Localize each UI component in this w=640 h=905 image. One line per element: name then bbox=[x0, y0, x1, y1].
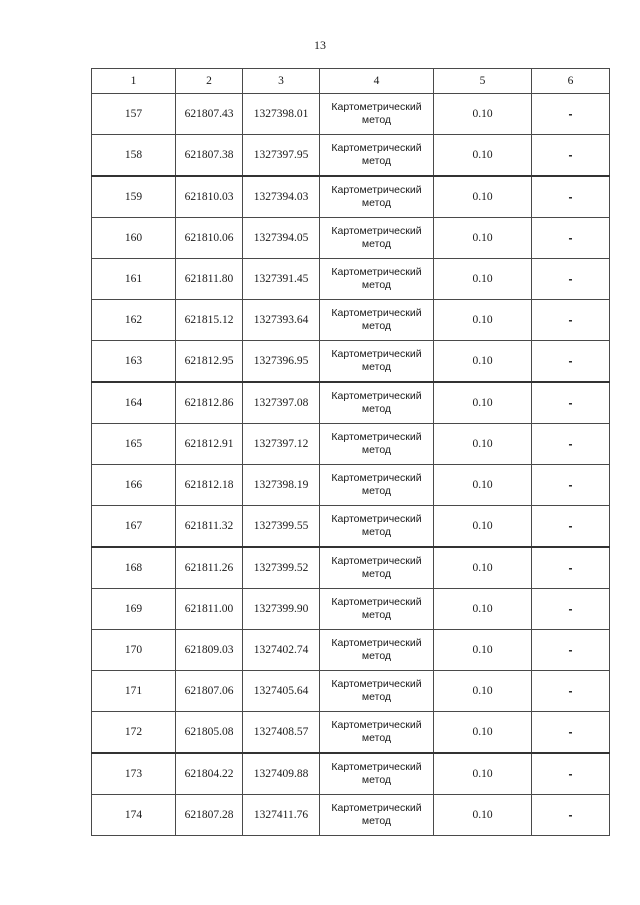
column-header: 6 bbox=[532, 69, 610, 94]
method-text-line: метод bbox=[361, 732, 392, 744]
method-cell bbox=[320, 589, 434, 630]
note-cell: - bbox=[532, 506, 610, 548]
table-row bbox=[92, 424, 610, 465]
method-text-line: метод bbox=[361, 774, 392, 786]
y-coordinate-cell: 1327397.12 bbox=[243, 424, 320, 465]
method-text-line: Картометрический bbox=[331, 719, 422, 731]
method-cell bbox=[320, 382, 434, 424]
method-cell bbox=[320, 176, 434, 218]
method-text-line: Картометрический bbox=[331, 184, 422, 196]
method-text-line: метод bbox=[361, 485, 392, 497]
note-cell: - bbox=[532, 218, 610, 259]
point-number-cell: 173 bbox=[92, 753, 176, 795]
x-coordinate-cell: 621807.06 bbox=[176, 671, 243, 712]
accuracy-cell: 0.10 bbox=[434, 671, 532, 712]
method-text-line: Картометрический bbox=[331, 637, 422, 649]
method-text-line: Картометрический bbox=[331, 761, 422, 773]
method-text-line: метод bbox=[361, 691, 392, 703]
table-row bbox=[92, 94, 610, 135]
table-row bbox=[92, 506, 610, 548]
method-text-line: метод bbox=[361, 197, 392, 209]
note-cell: - bbox=[532, 465, 610, 506]
table-row bbox=[92, 259, 610, 300]
y-coordinate-cell: 1327394.03 bbox=[243, 176, 320, 218]
y-coordinate-cell: 1327399.52 bbox=[243, 547, 320, 589]
method-text-line: Картометрический bbox=[331, 555, 422, 567]
note-cell: - bbox=[532, 424, 610, 465]
method-text-line: метод bbox=[361, 568, 392, 580]
method-text-line: метод bbox=[361, 815, 392, 827]
x-coordinate-cell: 621811.00 bbox=[176, 589, 243, 630]
point-number-cell: 157 bbox=[92, 94, 176, 135]
accuracy-cell: 0.10 bbox=[434, 753, 532, 795]
method-cell bbox=[320, 795, 434, 836]
method-text-line: метод bbox=[361, 444, 392, 456]
column-header: 2 bbox=[176, 69, 243, 94]
y-coordinate-cell: 1327393.64 bbox=[243, 300, 320, 341]
x-coordinate-cell: 621811.26 bbox=[176, 547, 243, 589]
note-cell: - bbox=[532, 176, 610, 218]
accuracy-cell: 0.10 bbox=[434, 506, 532, 548]
x-coordinate-cell: 621804.22 bbox=[176, 753, 243, 795]
coordinates-table bbox=[91, 68, 610, 836]
accuracy-cell: 0.10 bbox=[434, 259, 532, 300]
method-text-line: Картометрический bbox=[331, 266, 422, 278]
x-coordinate-cell: 621807.43 bbox=[176, 94, 243, 135]
note-cell: - bbox=[532, 547, 610, 589]
y-coordinate-cell: 1327397.08 bbox=[243, 382, 320, 424]
table-row bbox=[92, 176, 610, 218]
method-text-line: Картометрический bbox=[331, 513, 422, 525]
y-coordinate-cell: 1327398.01 bbox=[243, 94, 320, 135]
note-cell: - bbox=[532, 630, 610, 671]
table-row bbox=[92, 135, 610, 177]
method-text-line: метод bbox=[361, 609, 392, 621]
note-cell: - bbox=[532, 671, 610, 712]
x-coordinate-cell: 621810.03 bbox=[176, 176, 243, 218]
method-text-line: Картометрический bbox=[331, 596, 422, 608]
point-number-cell: 172 bbox=[92, 712, 176, 754]
accuracy-cell: 0.10 bbox=[434, 547, 532, 589]
method-cell bbox=[320, 424, 434, 465]
x-coordinate-cell: 621809.03 bbox=[176, 630, 243, 671]
y-coordinate-cell: 1327399.55 bbox=[243, 506, 320, 548]
method-cell bbox=[320, 753, 434, 795]
method-text-line: Картометрический bbox=[331, 101, 422, 113]
point-number-cell: 169 bbox=[92, 589, 176, 630]
x-coordinate-cell: 621812.86 bbox=[176, 382, 243, 424]
y-coordinate-cell: 1327409.88 bbox=[243, 753, 320, 795]
accuracy-cell: 0.10 bbox=[434, 218, 532, 259]
accuracy-cell: 0.10 bbox=[434, 589, 532, 630]
point-number-cell: 167 bbox=[92, 506, 176, 548]
y-coordinate-cell: 1327399.90 bbox=[243, 589, 320, 630]
accuracy-cell: 0.10 bbox=[434, 341, 532, 383]
y-coordinate-cell: 1327394.05 bbox=[243, 218, 320, 259]
header-row bbox=[92, 69, 610, 94]
column-header: 5 bbox=[434, 69, 532, 94]
x-coordinate-cell: 621807.28 bbox=[176, 795, 243, 836]
note-cell: - bbox=[532, 259, 610, 300]
x-coordinate-cell: 621815.12 bbox=[176, 300, 243, 341]
table-row bbox=[92, 630, 610, 671]
point-number-cell: 165 bbox=[92, 424, 176, 465]
method-text-line: Картометрический bbox=[331, 802, 422, 814]
accuracy-cell: 0.10 bbox=[434, 135, 532, 177]
table-row bbox=[92, 753, 610, 795]
table-row bbox=[92, 671, 610, 712]
accuracy-cell: 0.10 bbox=[434, 465, 532, 506]
table-row bbox=[92, 589, 610, 630]
y-coordinate-cell: 1327398.19 bbox=[243, 465, 320, 506]
x-coordinate-cell: 621812.18 bbox=[176, 465, 243, 506]
method-text-line: метод bbox=[361, 155, 392, 167]
x-coordinate-cell: 621810.06 bbox=[176, 218, 243, 259]
x-coordinate-cell: 621805.08 bbox=[176, 712, 243, 754]
point-number-cell: 163 bbox=[92, 341, 176, 383]
method-text-line: Картометрический bbox=[331, 225, 422, 237]
note-cell: - bbox=[532, 753, 610, 795]
y-coordinate-cell: 1327397.95 bbox=[243, 135, 320, 177]
table-row bbox=[92, 382, 610, 424]
method-text-line: Картометрический bbox=[331, 348, 422, 360]
note-cell: - bbox=[532, 135, 610, 177]
method-text-line: Картометрический bbox=[331, 307, 422, 319]
method-text-line: Картометрический bbox=[331, 142, 422, 154]
accuracy-cell: 0.10 bbox=[434, 712, 532, 754]
method-text-line: метод bbox=[361, 320, 392, 332]
note-cell: - bbox=[532, 341, 610, 383]
table-row bbox=[92, 300, 610, 341]
note-cell: - bbox=[532, 382, 610, 424]
note-cell: - bbox=[532, 712, 610, 754]
accuracy-cell: 0.10 bbox=[434, 630, 532, 671]
y-coordinate-cell: 1327405.64 bbox=[243, 671, 320, 712]
point-number-cell: 170 bbox=[92, 630, 176, 671]
y-coordinate-cell: 1327391.45 bbox=[243, 259, 320, 300]
column-header: 3 bbox=[243, 69, 320, 94]
x-coordinate-cell: 621812.91 bbox=[176, 424, 243, 465]
method-cell bbox=[320, 94, 434, 135]
method-cell bbox=[320, 259, 434, 300]
point-number-cell: 164 bbox=[92, 382, 176, 424]
table-row bbox=[92, 218, 610, 259]
note-cell: - bbox=[532, 94, 610, 135]
x-coordinate-cell: 621811.32 bbox=[176, 506, 243, 548]
table-row bbox=[92, 341, 610, 383]
method-text-line: Картометрический bbox=[331, 472, 422, 484]
method-cell bbox=[320, 341, 434, 383]
method-text-line: Картометрический bbox=[331, 431, 422, 443]
y-coordinate-cell: 1327396.95 bbox=[243, 341, 320, 383]
table-row bbox=[92, 712, 610, 754]
method-text-line: метод bbox=[361, 650, 392, 662]
method-cell bbox=[320, 712, 434, 754]
method-text-line: метод bbox=[361, 526, 392, 538]
accuracy-cell: 0.10 bbox=[434, 795, 532, 836]
method-text-line: Картометрический bbox=[331, 390, 422, 402]
x-coordinate-cell: 621807.38 bbox=[176, 135, 243, 177]
method-text-line: метод bbox=[361, 238, 392, 250]
accuracy-cell: 0.10 bbox=[434, 424, 532, 465]
method-text-line: метод bbox=[361, 403, 392, 415]
method-text-line: метод bbox=[361, 361, 392, 373]
method-text-line: Картометрический bbox=[331, 678, 422, 690]
table-row bbox=[92, 795, 610, 836]
method-cell bbox=[320, 630, 434, 671]
accuracy-cell: 0.10 bbox=[434, 176, 532, 218]
point-number-cell: 161 bbox=[92, 259, 176, 300]
column-header: 1 bbox=[92, 69, 176, 94]
method-cell bbox=[320, 300, 434, 341]
point-number-cell: 168 bbox=[92, 547, 176, 589]
method-cell bbox=[320, 506, 434, 548]
point-number-cell: 158 bbox=[92, 135, 176, 177]
y-coordinate-cell: 1327408.57 bbox=[243, 712, 320, 754]
method-cell bbox=[320, 218, 434, 259]
point-number-cell: 160 bbox=[92, 218, 176, 259]
column-header: 4 bbox=[320, 69, 434, 94]
point-number-cell: 171 bbox=[92, 671, 176, 712]
method-cell bbox=[320, 671, 434, 712]
table-row bbox=[92, 547, 610, 589]
point-number-cell: 162 bbox=[92, 300, 176, 341]
method-text-line: метод bbox=[361, 279, 392, 291]
note-cell: - bbox=[532, 589, 610, 630]
x-coordinate-cell: 621811.80 bbox=[176, 259, 243, 300]
x-coordinate-cell: 621812.95 bbox=[176, 341, 243, 383]
note-cell: - bbox=[532, 795, 610, 836]
note-cell: - bbox=[532, 300, 610, 341]
table-row bbox=[92, 465, 610, 506]
point-number-cell: 174 bbox=[92, 795, 176, 836]
accuracy-cell: 0.10 bbox=[434, 300, 532, 341]
point-number-cell: 166 bbox=[92, 465, 176, 506]
accuracy-cell: 0.10 bbox=[434, 382, 532, 424]
method-cell bbox=[320, 135, 434, 177]
point-number-cell: 159 bbox=[92, 176, 176, 218]
method-cell bbox=[320, 465, 434, 506]
y-coordinate-cell: 1327411.76 bbox=[243, 795, 320, 836]
y-coordinate-cell: 1327402.74 bbox=[243, 630, 320, 671]
page-number: 13 bbox=[314, 38, 326, 52]
method-text-line: метод bbox=[361, 114, 392, 126]
method-cell bbox=[320, 547, 434, 589]
accuracy-cell: 0.10 bbox=[434, 94, 532, 135]
